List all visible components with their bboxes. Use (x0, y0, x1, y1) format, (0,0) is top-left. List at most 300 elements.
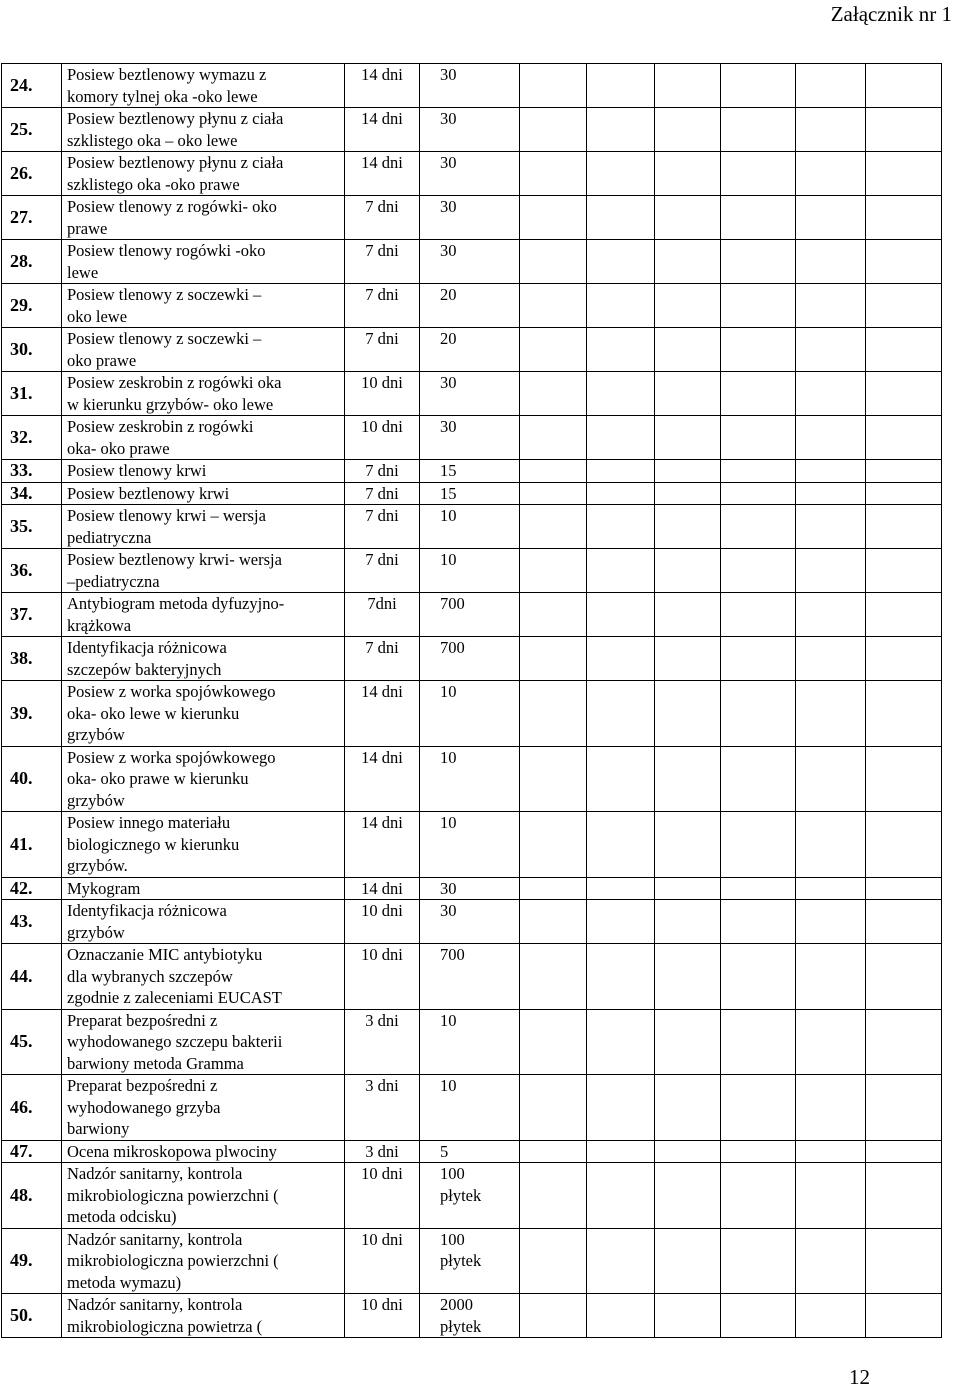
empty-cell (721, 549, 796, 593)
empty-cell (866, 372, 942, 416)
row-number: 31. (2, 372, 62, 416)
service-description: Posiew tlenowy rogówki -oko lewe (62, 240, 345, 284)
quantity: 10 (420, 812, 520, 878)
service-description: Identyfikacja różnicowa szczepów bakteryjnych (62, 637, 345, 681)
empty-cell (520, 505, 587, 549)
empty-cell (587, 1294, 655, 1338)
empty-cell (866, 460, 942, 483)
empty-cell (587, 416, 655, 460)
empty-cell (655, 812, 721, 878)
table-row (2, 1140, 942, 1163)
empty-cell (520, 593, 587, 637)
empty-cell (587, 196, 655, 240)
empty-cell (796, 637, 866, 681)
empty-cell (655, 1228, 721, 1294)
quantity: 10 (420, 1009, 520, 1075)
quantity: 30 (420, 108, 520, 152)
empty-cell (520, 482, 587, 505)
table-row (2, 900, 942, 944)
empty-cell (796, 549, 866, 593)
empty-cell (796, 240, 866, 284)
table-row (2, 1163, 942, 1229)
empty-cell (587, 152, 655, 196)
empty-cell (520, 1228, 587, 1294)
empty-cell (587, 1163, 655, 1229)
empty-cell (721, 1009, 796, 1075)
service-description: Preparat bezpośredni z wyhodowanego szczepu bakterii barwiony metoda Gramma (62, 1009, 345, 1075)
empty-cell (866, 1075, 942, 1141)
empty-cell (721, 64, 796, 108)
empty-cell (866, 108, 942, 152)
empty-cell (866, 240, 942, 284)
empty-cell (866, 482, 942, 505)
empty-cell (520, 549, 587, 593)
empty-cell (721, 1294, 796, 1338)
row-number: 32. (2, 416, 62, 460)
empty-cell (655, 240, 721, 284)
empty-cell (796, 1163, 866, 1229)
table-row (2, 593, 942, 637)
service-description: Posiew tlenowy z soczewki – oko prawe (62, 328, 345, 372)
empty-cell (721, 812, 796, 878)
empty-cell (866, 900, 942, 944)
empty-cell (796, 877, 866, 900)
row-number: 39. (2, 681, 62, 747)
table-row (2, 877, 942, 900)
row-number: 25. (2, 108, 62, 152)
services-table (1, 63, 942, 1338)
empty-cell (655, 746, 721, 812)
empty-cell (655, 1075, 721, 1141)
row-number: 30. (2, 328, 62, 372)
turnaround-time: 14 dni (345, 108, 420, 152)
empty-cell (796, 812, 866, 878)
quantity: 10 (420, 1075, 520, 1141)
empty-cell (796, 593, 866, 637)
empty-cell (655, 196, 721, 240)
turnaround-time: 10 dni (345, 1163, 420, 1229)
empty-cell (587, 460, 655, 483)
empty-cell (866, 549, 942, 593)
turnaround-time: 10 dni (345, 372, 420, 416)
empty-cell (587, 64, 655, 108)
empty-cell (587, 505, 655, 549)
empty-cell (655, 284, 721, 328)
empty-cell (866, 1009, 942, 1075)
empty-cell (796, 746, 866, 812)
service-description: Posiew tlenowy krwi – wersja pediatryczna (62, 505, 345, 549)
empty-cell (721, 152, 796, 196)
turnaround-time: 14 dni (345, 64, 420, 108)
table-row (2, 944, 942, 1010)
empty-cell (796, 1140, 866, 1163)
empty-cell (655, 593, 721, 637)
empty-cell (796, 152, 866, 196)
table-body (2, 64, 942, 1338)
table-row (2, 1294, 942, 1338)
quantity: 10 (420, 681, 520, 747)
empty-cell (520, 746, 587, 812)
empty-cell (520, 681, 587, 747)
empty-cell (721, 460, 796, 483)
turnaround-time: 14 dni (345, 152, 420, 196)
empty-cell (655, 637, 721, 681)
empty-cell (866, 593, 942, 637)
empty-cell (796, 900, 866, 944)
table-row (2, 64, 942, 108)
empty-cell (721, 196, 796, 240)
empty-cell (520, 240, 587, 284)
service-description: Identyfikacja różnicowa grzybów (62, 900, 345, 944)
empty-cell (587, 637, 655, 681)
empty-cell (655, 416, 721, 460)
empty-cell (587, 372, 655, 416)
service-description: Posiew beztlenowy krwi- wersja –pediatryczna (62, 549, 345, 593)
empty-cell (587, 108, 655, 152)
empty-cell (721, 681, 796, 747)
table-row (2, 681, 942, 747)
empty-cell (866, 1163, 942, 1229)
turnaround-time: 7 dni (345, 284, 420, 328)
quantity: 2000 płytek (420, 1294, 520, 1338)
empty-cell (520, 152, 587, 196)
table-row (2, 637, 942, 681)
quantity: 30 (420, 152, 520, 196)
empty-cell (587, 482, 655, 505)
row-number: 24. (2, 64, 62, 108)
empty-cell (520, 372, 587, 416)
empty-cell (866, 812, 942, 878)
service-description: Posiew zeskrobin z rogówki oka- oko prawe (62, 416, 345, 460)
empty-cell (520, 1140, 587, 1163)
turnaround-time: 14 dni (345, 746, 420, 812)
service-description: Ocena mikroskopowa plwociny (62, 1140, 345, 1163)
row-number: 34. (2, 482, 62, 505)
empty-cell (587, 877, 655, 900)
service-description: Preparat bezpośredni z wyhodowanego grzyba barwiony (62, 1075, 345, 1141)
service-description: Antybiogram metoda dyfuzyjno- krążkowa (62, 593, 345, 637)
empty-cell (587, 1140, 655, 1163)
quantity: 10 (420, 746, 520, 812)
turnaround-time: 7 dni (345, 328, 420, 372)
empty-cell (796, 1294, 866, 1338)
empty-cell (587, 900, 655, 944)
empty-cell (796, 482, 866, 505)
row-number: 27. (2, 196, 62, 240)
row-number: 33. (2, 460, 62, 483)
table-row (2, 108, 942, 152)
empty-cell (587, 240, 655, 284)
service-description: Nadzór sanitarny, kontrola mikrobiologiczna powierzchni ( metoda odcisku) (62, 1163, 345, 1229)
empty-cell (655, 1163, 721, 1229)
empty-cell (796, 372, 866, 416)
service-description: Posiew z worka spojówkowego oka- oko prawe w kierunku grzybów (62, 746, 345, 812)
empty-cell (721, 1075, 796, 1141)
empty-cell (796, 108, 866, 152)
quantity: 100 płytek (420, 1163, 520, 1229)
empty-cell (655, 900, 721, 944)
row-number: 44. (2, 944, 62, 1010)
turnaround-time: 10 dni (345, 900, 420, 944)
empty-cell (520, 196, 587, 240)
service-description: Posiew z worka spojówkowego oka- oko lewe w kierunku grzybów (62, 681, 345, 747)
table-row (2, 196, 942, 240)
empty-cell (655, 877, 721, 900)
table-row (2, 416, 942, 460)
quantity: 100 płytek (420, 1228, 520, 1294)
table-row (2, 482, 942, 505)
empty-cell (796, 1009, 866, 1075)
empty-cell (866, 944, 942, 1010)
empty-cell (587, 1228, 655, 1294)
turnaround-time: 3 dni (345, 1009, 420, 1075)
empty-cell (796, 505, 866, 549)
quantity: 30 (420, 240, 520, 284)
empty-cell (866, 746, 942, 812)
row-number: 41. (2, 812, 62, 878)
turnaround-time: 7dni (345, 593, 420, 637)
turnaround-time: 10 dni (345, 1294, 420, 1338)
quantity: 30 (420, 900, 520, 944)
service-description: Nadzór sanitarny, kontrola mikrobiologiczna powietrza ( (62, 1294, 345, 1338)
empty-cell (721, 108, 796, 152)
empty-cell (655, 549, 721, 593)
quantity: 30 (420, 372, 520, 416)
service-description: Posiew innego materiału biologicznego w kierunku grzybów. (62, 812, 345, 878)
empty-cell (655, 681, 721, 747)
empty-cell (866, 328, 942, 372)
empty-cell (796, 460, 866, 483)
empty-cell (655, 482, 721, 505)
quantity: 30 (420, 416, 520, 460)
row-number: 40. (2, 746, 62, 812)
table-row (2, 152, 942, 196)
empty-cell (520, 877, 587, 900)
row-number: 47. (2, 1140, 62, 1163)
empty-cell (520, 1009, 587, 1075)
table-row (2, 328, 942, 372)
empty-cell (796, 1228, 866, 1294)
empty-cell (587, 1075, 655, 1141)
empty-cell (866, 505, 942, 549)
row-number: 36. (2, 549, 62, 593)
empty-cell (721, 637, 796, 681)
empty-cell (587, 284, 655, 328)
row-number: 42. (2, 877, 62, 900)
service-description: Posiew zeskrobin z rogówki oka w kierunku grzybów- oko lewe (62, 372, 345, 416)
empty-cell (587, 746, 655, 812)
empty-cell (866, 1140, 942, 1163)
empty-cell (866, 152, 942, 196)
empty-cell (721, 1228, 796, 1294)
turnaround-time: 3 dni (345, 1075, 420, 1141)
service-description: Oznaczanie MIC antybiotyku dla wybranych szczepów zgodnie z zaleceniami EUCAST (62, 944, 345, 1010)
service-description: Posiew beztlenowy krwi (62, 482, 345, 505)
empty-cell (721, 746, 796, 812)
empty-cell (655, 64, 721, 108)
empty-cell (866, 681, 942, 747)
service-description: Mykogram (62, 877, 345, 900)
table-row (2, 240, 942, 284)
empty-cell (520, 900, 587, 944)
quantity: 5 (420, 1140, 520, 1163)
empty-cell (866, 284, 942, 328)
row-number: 26. (2, 152, 62, 196)
empty-cell (520, 64, 587, 108)
turnaround-time: 7 dni (345, 196, 420, 240)
empty-cell (655, 328, 721, 372)
row-number: 28. (2, 240, 62, 284)
empty-cell (520, 1294, 587, 1338)
empty-cell (796, 328, 866, 372)
turnaround-time: 10 dni (345, 416, 420, 460)
empty-cell (721, 240, 796, 284)
row-number: 29. (2, 284, 62, 328)
empty-cell (655, 944, 721, 1010)
empty-cell (520, 416, 587, 460)
turnaround-time: 7 dni (345, 482, 420, 505)
empty-cell (587, 812, 655, 878)
table-row (2, 284, 942, 328)
turnaround-time: 10 dni (345, 1228, 420, 1294)
empty-cell (721, 372, 796, 416)
row-number: 50. (2, 1294, 62, 1338)
quantity: 20 (420, 284, 520, 328)
empty-cell (520, 812, 587, 878)
turnaround-time: 3 dni (345, 1140, 420, 1163)
quantity: 30 (420, 196, 520, 240)
turnaround-time: 7 dni (345, 505, 420, 549)
empty-cell (866, 637, 942, 681)
empty-cell (587, 328, 655, 372)
empty-cell (655, 1140, 721, 1163)
empty-cell (866, 416, 942, 460)
empty-cell (796, 196, 866, 240)
row-number: 45. (2, 1009, 62, 1075)
empty-cell (520, 108, 587, 152)
empty-cell (520, 1163, 587, 1229)
empty-cell (721, 505, 796, 549)
empty-cell (866, 1294, 942, 1338)
empty-cell (721, 328, 796, 372)
row-number: 46. (2, 1075, 62, 1141)
empty-cell (721, 944, 796, 1010)
turnaround-time: 14 dni (345, 812, 420, 878)
empty-cell (866, 196, 942, 240)
empty-cell (721, 900, 796, 944)
turnaround-time: 7 dni (345, 637, 420, 681)
table-row (2, 746, 942, 812)
empty-cell (655, 1009, 721, 1075)
empty-cell (520, 460, 587, 483)
empty-cell (587, 549, 655, 593)
empty-cell (796, 944, 866, 1010)
quantity: 30 (420, 64, 520, 108)
service-description: Nadzór sanitarny, kontrola mikrobiologiczna powierzchni ( metoda wymazu) (62, 1228, 345, 1294)
row-number: 48. (2, 1163, 62, 1229)
turnaround-time: 7 dni (345, 460, 420, 483)
row-number: 38. (2, 637, 62, 681)
quantity: 700 (420, 944, 520, 1010)
empty-cell (655, 372, 721, 416)
turnaround-time: 7 dni (345, 240, 420, 284)
service-description: Posiew tlenowy z rogówki- oko prawe (62, 196, 345, 240)
empty-cell (796, 681, 866, 747)
table-row (2, 460, 942, 483)
service-description: Posiew tlenowy z soczewki – oko lewe (62, 284, 345, 328)
empty-cell (655, 1294, 721, 1338)
empty-cell (721, 877, 796, 900)
turnaround-time: 10 dni (345, 944, 420, 1010)
row-number: 49. (2, 1228, 62, 1294)
row-number: 35. (2, 505, 62, 549)
quantity: 15 (420, 460, 520, 483)
turnaround-time: 14 dni (345, 877, 420, 900)
empty-cell (796, 1075, 866, 1141)
service-description: Posiew beztlenowy płynu z ciała szklistego oka -oko prawe (62, 152, 345, 196)
empty-cell (796, 416, 866, 460)
table-row (2, 812, 942, 878)
empty-cell (721, 482, 796, 505)
service-description: Posiew beztlenowy płynu z ciała szklistego oka – oko lewe (62, 108, 345, 152)
empty-cell (655, 505, 721, 549)
table-row (2, 372, 942, 416)
quantity: 10 (420, 549, 520, 593)
quantity: 30 (420, 877, 520, 900)
service-description: Posiew tlenowy krwi (62, 460, 345, 483)
empty-cell (655, 108, 721, 152)
empty-cell (866, 64, 942, 108)
empty-cell (520, 284, 587, 328)
empty-cell (721, 284, 796, 328)
quantity: 15 (420, 482, 520, 505)
table-row (2, 1009, 942, 1075)
table-row (2, 549, 942, 593)
empty-cell (721, 1163, 796, 1229)
empty-cell (866, 1228, 942, 1294)
table-row (2, 1228, 942, 1294)
empty-cell (587, 1009, 655, 1075)
table-row (2, 1075, 942, 1141)
empty-cell (587, 681, 655, 747)
empty-cell (866, 877, 942, 900)
turnaround-time: 7 dni (345, 549, 420, 593)
empty-cell (796, 284, 866, 328)
quantity: 20 (420, 328, 520, 372)
empty-cell (587, 944, 655, 1010)
row-number: 43. (2, 900, 62, 944)
empty-cell (721, 593, 796, 637)
empty-cell (520, 328, 587, 372)
attachment-label: Załącznik nr 1 (830, 2, 952, 26)
empty-cell (721, 1140, 796, 1163)
quantity: 700 (420, 593, 520, 637)
empty-cell (655, 152, 721, 196)
empty-cell (587, 593, 655, 637)
empty-cell (655, 460, 721, 483)
turnaround-time: 14 dni (345, 681, 420, 747)
service-description: Posiew beztlenowy wymazu z komory tylnej oka -oko lewe (62, 64, 345, 108)
table-row (2, 505, 942, 549)
page-number: 12 (849, 1365, 870, 1389)
row-number: 37. (2, 593, 62, 637)
quantity: 700 (420, 637, 520, 681)
empty-cell (520, 637, 587, 681)
empty-cell (796, 64, 866, 108)
empty-cell (721, 416, 796, 460)
empty-cell (520, 1075, 587, 1141)
empty-cell (520, 944, 587, 1010)
